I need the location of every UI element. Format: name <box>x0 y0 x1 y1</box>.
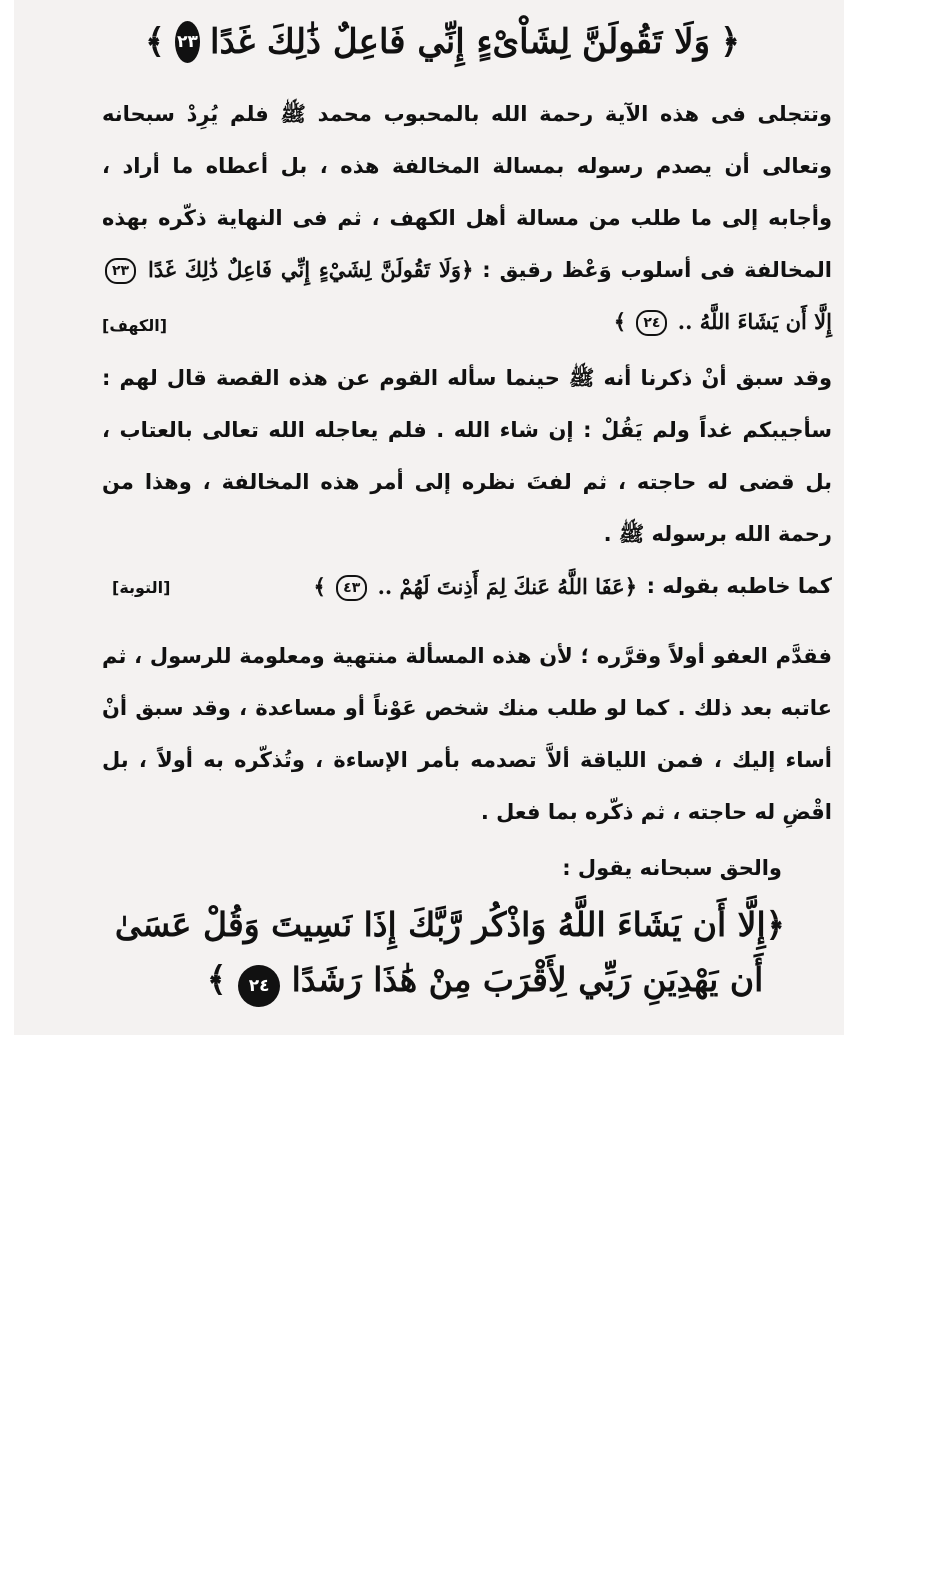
quote-kahf-part-b: إِلَّا أَن يَشَاءَ اللَّهُ .. <box>677 309 832 334</box>
paragraph-1-text: وتتجلى فى هذه الآية رحمة الله بالمحبوب محمد ﷺ فلم يُرِدْ سبحانه وتعالى أن يصدم رسوله بمسالة المخالفة هذه ، بل أعطاه ما أراد ، وأجابه إلى ما طلب من مسالة أهل الكهف ، ثم فى النهاية ذكّره بهذه المخالفة فى أسلوب وَعْظ رقيق : <box>102 102 833 282</box>
paragraph-3-intro: كما خاطبه بقوله : <box>646 574 832 598</box>
ornament-left-icon: ﴾ <box>145 22 165 62</box>
closing-ayah-line-2-text: أَن يَهْدِيَنِ رَبِّي لِأَقْرَبَ مِنْ هَٰذَا رَشَدًا <box>291 960 764 999</box>
ayah-number-23: ٢٣ <box>105 258 136 284</box>
paragraph-2-text: وقد سبق أنْ ذكرنا أنه ﷺ حينما سأله القوم عن هذه القصة قال لهم : سأجيبكم غداً ولم يَقُلْ : إن شاء الله . فلم يعاجله الله تعالى بالعتاب ، بل قضى له حاجته ، ثم لفتَ نظره إلى أمر هذه المخالفة ، وهذا من رحمة الله برسوله ﷺ . <box>102 366 832 546</box>
paragraph-1 <box>102 88 832 352</box>
source-tawbah: [التوبة] <box>112 578 171 597</box>
ayah-number-43: ٤٣ <box>336 575 367 601</box>
paragraph-5 <box>102 842 782 894</box>
ornament-right-icon: ﴿ <box>720 22 740 62</box>
paragraph-4-text: فقدَّم العفو أولاً وقرَّره ؛ لأن هذه المسألة منتهية ومعلومة للرسول ، ثم عاتبه بعد ذلك . كما لو طلب منك شخص عَوْناً أو مساعدة ، وقد سبق أنْ أساء إليك ، فمن اللياقة ألاَّ تصدمه بأمر الإساءة ، وتُذكّره به أولاً ، بل اقْضِ له حاجته ، ثم ذكّره بما فعل . <box>102 644 832 824</box>
closing-ayah-line-1-text: ﴿إِلَّا أَن يَشَاءَ اللَّهُ وَاذْكُر رَّبَّكَ إِذَا نَسِيتَ وَقُلْ عَسَىٰ <box>114 905 785 944</box>
header-ayah-text: وَلَا تَقُولَنَّ لِشَاْىْءٍ إِنِّي فَاعِلٌ ذَٰلِكَ غَدًا <box>210 22 711 62</box>
closing-ayah-line-2 <box>185 960 785 1020</box>
quote-tawbah-close: ﴾ <box>313 574 326 599</box>
closing-ayah-line-1 <box>114 905 785 960</box>
paragraph-5-text: والحق سبحانه يقول : <box>562 856 782 880</box>
ayah-number-24: ٢٤ <box>636 310 667 336</box>
quote-tawbah <box>314 574 637 601</box>
header-ayah-number: ٢٣ <box>175 21 200 63</box>
quote-tawbah-text: ﴿عَفَا اللَّهُ عَنكَ لِمَ أَذِنتَ لَهُمْ .. <box>377 574 637 599</box>
closing-ayah-number: ٢٤ <box>238 965 280 1007</box>
closing-ornament-icon: ﴾ <box>206 960 227 1000</box>
paragraph-2 <box>102 352 832 560</box>
paragraph-3 <box>102 574 832 614</box>
quote-kahf-part-a: ﴿وَلَا تَقُولَنَّ لِشَيْءٍ إِنِّي فَاعِلٌ ذَٰلِكَ غَدًا <box>148 257 474 282</box>
source-kahf: [الكهف] <box>102 316 168 335</box>
header-ayah <box>145 12 740 72</box>
quote-close-ornament: ﴾ <box>613 309 627 334</box>
paragraph-4 <box>102 630 832 838</box>
